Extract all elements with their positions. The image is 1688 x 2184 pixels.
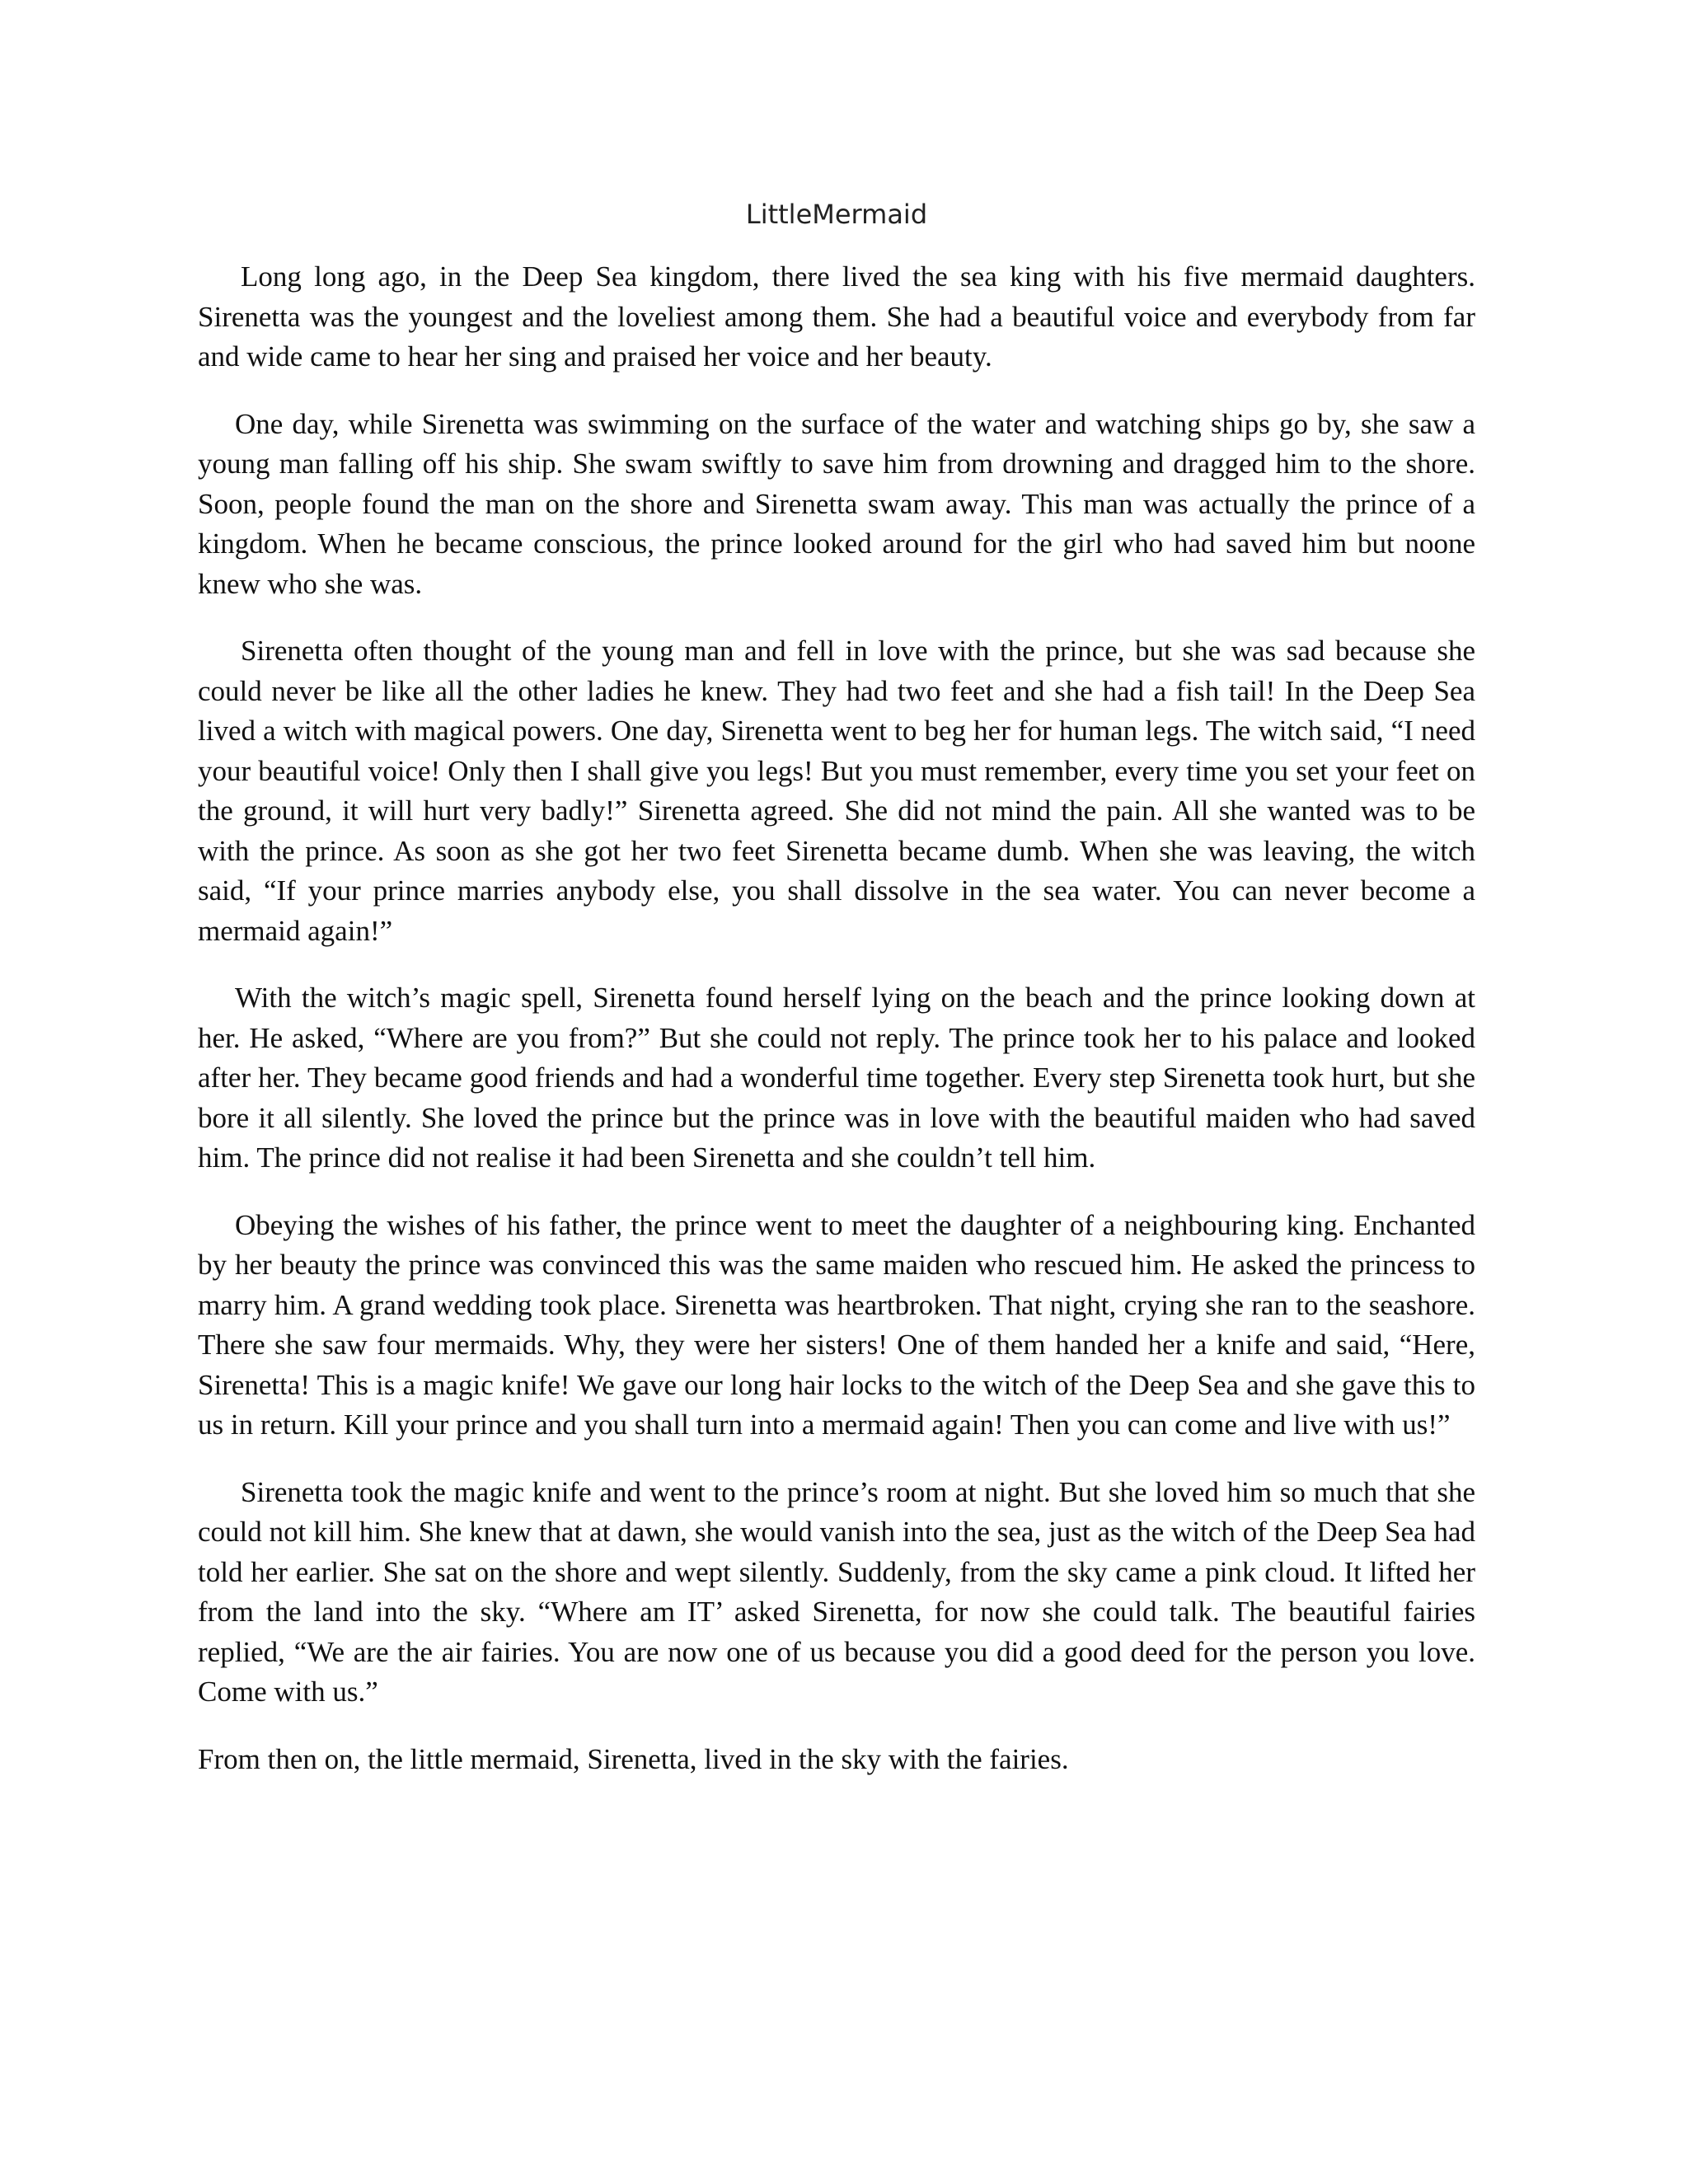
document-title: LittleMermaid: [745, 199, 928, 230]
paragraph-6: Sirenetta took the magic knife and went to the prince’s room at night. But she loved him so much that she could not kill him. She knew that at dawn, she would vanish into the sea, just as the witch of the Deep Sea had told her earlier. She sat on the shore and wept silently. Suddenly, from the sky came a pink cloud. It lifted her from the land into the sky. “Where am IT’ asked Sirenetta, for now she could talk. The beautiful fairies replied, “We are the air fairies. You are now one of us because you did a good deed for the person you love. Come with us.”: [198, 1475, 1475, 1708]
document-page: [198, 0, 1475, 1807]
paragraph-4: With the witch’s magic spell, Sirenetta found herself lying on the beach and the prince looking down at her. He asked, “Where are you from?” But she could not reply. The prince took her to his palace and looked after her. They became good friends and had a wonderful time together. Every step Sirenetta took hurt, but she bore it all silently. She loved the prince but the prince was in love with the beautiful maiden who had saved him. The prince did not realise it had been Sirenetta and she couldn’t tell him.: [198, 982, 1475, 1174]
paragraph-3: Sirenetta often thought of the young man and fell in love with the prince, but she was sad because she could never be like all the other ladies he knew. They had two feet and she had a fish tail! In the Deep Sea lived a witch with magical powers. One day, Sirenetta went to beg her for human legs. The witch said, “I need your beautiful voice! Only then I shall give you legs! But you must remember, every time you set your feet on the ground, it will hurt very badly!” Sirenetta agreed. She did not mind the pain. All she wanted was to be with the prince. As soon as she got her two feet Sirenetta became dumb. When she was leaving, the witch said, “If your prince marries anybody else, you shall dissolve in the sea water. You can never become a mermaid again!”: [198, 635, 1475, 947]
paragraph-5: Obeying the wishes of his father, the prince went to meet the daughter of a neighbouring king. Enchanted by her beauty the prince was convinced this was the same maiden who rescued him. He asked the princess to marry him. A grand wedding took place. Sirenetta was heartbroken. That night, crying she ran to the seashore. There she saw four mermaids. Why, they were her sisters! One of them handed her a knife and said, “Here, Sirenetta! This is a magic knife! We gave our long hair locks to the witch of the Deep Sea and she gave this to us in return. Kill your prince and you shall turn into a mermaid again! Then you can come and live with us!”: [198, 1208, 1475, 1441]
paragraph-1: Long long ago, in the Deep Sea kingdom, there lived the sea king with his five mermaid daughters. Sirenetta was the youngest and the loveliest among them. She had a beautiful voice and everybody from far and wide came to hear her sing and praised her voice and her beauty.: [198, 260, 1475, 373]
paragraph-2: One day, while Sirenetta was swimming on the surface of the water and watching ships go by, she saw a young man falling off his ship. She swam swiftly to save him from drowning and dragged him to the shore. Soon, people found the man on the shore and Sirenetta swam away. This man was actually the prince of a kingdom. When he became conscious, the prince looked around for the girl who had saved him but noone knew who she was.: [198, 407, 1475, 600]
paragraph-7: From then on, the little mermaid, Sirenetta, lived in the sky with the fairies.: [198, 1742, 1069, 1775]
